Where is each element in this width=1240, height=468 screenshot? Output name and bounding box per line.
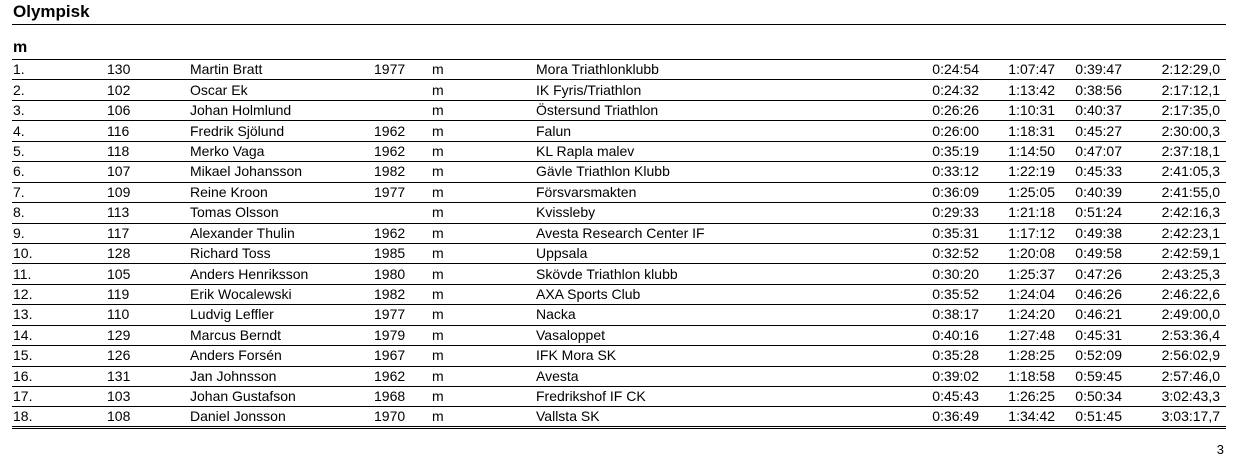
birth-year-cell: 1962: [374, 223, 432, 243]
gender-cell: m: [432, 100, 536, 120]
name-cell: Anders Forsén: [190, 346, 374, 366]
birth-year-cell: 1977: [374, 60, 432, 80]
table-row: [12, 60, 1226, 80]
split-1-cell: 0:36:49: [872, 407, 979, 428]
birth-year-cell: 1962: [374, 141, 432, 161]
place-cell: 6.: [12, 162, 107, 182]
birth-year-cell: 1982: [374, 284, 432, 304]
table-row: [12, 407, 1226, 428]
split-3-cell: 0:49:58: [1055, 243, 1122, 263]
bib-cell: 105: [107, 264, 190, 284]
split-2-cell: 1:26:25: [979, 387, 1055, 407]
birth-year-cell: 1977: [374, 305, 432, 325]
bib-cell: 117: [107, 223, 190, 243]
name-cell: Oscar Ek: [190, 80, 374, 100]
name-cell: Fredrik Sjölund: [190, 121, 374, 141]
total-time-cell: 2:42:59,1: [1122, 243, 1226, 263]
birth-year-cell: 1985: [374, 243, 432, 263]
total-time-cell: 2:46:22,6: [1122, 284, 1226, 304]
split-1-cell: 0:38:17: [872, 305, 979, 325]
total-time-cell: 2:57:46,0: [1122, 366, 1226, 386]
club-cell: AXA Sports Club: [536, 284, 872, 304]
place-cell: 4.: [12, 121, 107, 141]
split-2-cell: 1:18:31: [979, 121, 1055, 141]
gender-cell: m: [432, 387, 536, 407]
bib-cell: 108: [107, 407, 190, 428]
table-row: [12, 121, 1226, 141]
place-cell: 13.: [12, 305, 107, 325]
gender-cell: m: [432, 243, 536, 263]
club-cell: Vasaloppet: [536, 325, 872, 345]
name-cell: Jan Johnsson: [190, 366, 374, 386]
split-2-cell: 1:13:42: [979, 80, 1055, 100]
split-3-cell: 0:40:39: [1055, 182, 1122, 202]
split-2-cell: 1:34:42: [979, 407, 1055, 428]
place-cell: 12.: [12, 284, 107, 304]
bib-cell: 131: [107, 366, 190, 386]
bib-cell: 116: [107, 121, 190, 141]
bib-cell: 102: [107, 80, 190, 100]
club-cell: IK Fyris/Triathlon: [536, 80, 872, 100]
split-1-cell: 0:36:09: [872, 182, 979, 202]
total-time-cell: 2:17:12,1: [1122, 80, 1226, 100]
split-3-cell: 0:46:21: [1055, 305, 1122, 325]
total-time-cell: 3:03:17,7: [1122, 407, 1226, 428]
place-cell: 15.: [12, 346, 107, 366]
gender-cell: m: [432, 141, 536, 161]
split-1-cell: 0:24:32: [872, 80, 979, 100]
bib-cell: 126: [107, 346, 190, 366]
split-2-cell: 1:25:05: [979, 182, 1055, 202]
split-3-cell: 0:47:26: [1055, 264, 1122, 284]
club-cell: Östersund Triathlon: [536, 100, 872, 120]
table-row: [12, 346, 1226, 366]
table-row: [12, 223, 1226, 243]
table-row: [12, 366, 1226, 386]
club-cell: Avesta: [536, 366, 872, 386]
total-time-cell: 2:12:29,0: [1122, 60, 1226, 80]
gender-cell: m: [432, 346, 536, 366]
place-cell: 5.: [12, 141, 107, 161]
club-cell: Fredrikshof IF CK: [536, 387, 872, 407]
place-cell: 7.: [12, 182, 107, 202]
bib-cell: 118: [107, 141, 190, 161]
place-cell: 18.: [12, 407, 107, 428]
total-time-cell: 2:42:23,1: [1122, 223, 1226, 243]
total-time-cell: 2:43:25,3: [1122, 264, 1226, 284]
bib-cell: 113: [107, 203, 190, 223]
place-cell: 14.: [12, 325, 107, 345]
table-row: [12, 141, 1226, 161]
name-cell: Ludvig Leffler: [190, 305, 374, 325]
club-cell: KL Rapla malev: [536, 141, 872, 161]
name-cell: Johan Gustafson: [190, 387, 374, 407]
name-cell: Tomas Olsson: [190, 203, 374, 223]
split-2-cell: 1:14:50: [979, 141, 1055, 161]
bib-cell: 103: [107, 387, 190, 407]
split-3-cell: 0:39:47: [1055, 60, 1122, 80]
total-time-cell: 2:41:05,3: [1122, 162, 1226, 182]
name-cell: Martin Bratt: [190, 60, 374, 80]
split-1-cell: 0:26:26: [872, 100, 979, 120]
club-cell: Falun: [536, 121, 872, 141]
name-cell: Daniel Jonsson: [190, 407, 374, 428]
split-3-cell: 0:45:31: [1055, 325, 1122, 345]
birth-year-cell: 1977: [374, 182, 432, 202]
section-heading: m: [13, 39, 28, 56]
split-2-cell: 1:07:47: [979, 60, 1055, 80]
place-cell: 16.: [12, 366, 107, 386]
split-3-cell: 0:38:56: [1055, 80, 1122, 100]
gender-cell: m: [432, 223, 536, 243]
split-1-cell: 0:39:02: [872, 366, 979, 386]
club-cell: Avesta Research Center IF: [536, 223, 872, 243]
place-cell: 2.: [12, 80, 107, 100]
table-row: [12, 203, 1226, 223]
place-cell: 17.: [12, 387, 107, 407]
table-row: [12, 305, 1226, 325]
split-2-cell: 1:28:25: [979, 346, 1055, 366]
total-time-cell: 2:30:00,3: [1122, 121, 1226, 141]
gender-cell: m: [432, 305, 536, 325]
title-divider: [12, 24, 1226, 25]
gender-cell: m: [432, 80, 536, 100]
split-3-cell: 0:51:24: [1055, 203, 1122, 223]
birth-year-cell: 1970: [374, 407, 432, 428]
table-row: [12, 243, 1226, 263]
gender-cell: m: [432, 182, 536, 202]
split-1-cell: 0:45:43: [872, 387, 979, 407]
name-cell: Mikael Johansson: [190, 162, 374, 182]
split-2-cell: 1:27:48: [979, 325, 1055, 345]
place-cell: 11.: [12, 264, 107, 284]
total-time-cell: 3:02:43,3: [1122, 387, 1226, 407]
table-row: [12, 264, 1226, 284]
bib-cell: 106: [107, 100, 190, 120]
gender-cell: m: [432, 60, 536, 80]
split-3-cell: 0:59:45: [1055, 366, 1122, 386]
split-1-cell: 0:30:20: [872, 264, 979, 284]
results-body: [12, 60, 1226, 428]
gender-cell: m: [432, 162, 536, 182]
split-3-cell: 0:49:38: [1055, 223, 1122, 243]
split-3-cell: 0:47:07: [1055, 141, 1122, 161]
club-cell: Försvarsmakten: [536, 182, 872, 202]
bib-cell: 109: [107, 182, 190, 202]
split-3-cell: 0:52:09: [1055, 346, 1122, 366]
split-2-cell: 1:22:19: [979, 162, 1055, 182]
name-cell: Johan Holmlund: [190, 100, 374, 120]
place-cell: 3.: [12, 100, 107, 120]
birth-year-cell: 1979: [374, 325, 432, 345]
name-cell: Erik Wocalewski: [190, 284, 374, 304]
gender-cell: m: [432, 366, 536, 386]
total-time-cell: 2:42:16,3: [1122, 203, 1226, 223]
table-row: [12, 182, 1226, 202]
birth-year-cell: 1967: [374, 346, 432, 366]
split-2-cell: 1:17:12: [979, 223, 1055, 243]
split-1-cell: 0:35:19: [872, 141, 979, 161]
page-number: 3: [1216, 442, 1224, 457]
birth-year-cell: 1968: [374, 387, 432, 407]
split-1-cell: 0:26:00: [872, 121, 979, 141]
split-1-cell: 0:35:31: [872, 223, 979, 243]
bib-cell: 130: [107, 60, 190, 80]
place-cell: 8.: [12, 203, 107, 223]
gender-cell: m: [432, 284, 536, 304]
total-time-cell: 2:49:00,0: [1122, 305, 1226, 325]
birth-year-cell: 1962: [374, 366, 432, 386]
club-cell: Uppsala: [536, 243, 872, 263]
split-3-cell: 0:51:45: [1055, 407, 1122, 428]
gender-cell: m: [432, 264, 536, 284]
bib-cell: 129: [107, 325, 190, 345]
split-1-cell: 0:33:12: [872, 162, 979, 182]
table-row: [12, 284, 1226, 304]
birth-year-cell: 1982: [374, 162, 432, 182]
club-cell: Gävle Triathlon Klubb: [536, 162, 872, 182]
table-row: [12, 80, 1226, 100]
split-1-cell: 0:32:52: [872, 243, 979, 263]
split-2-cell: 1:18:58: [979, 366, 1055, 386]
split-2-cell: 1:21:18: [979, 203, 1055, 223]
birth-year-cell: [374, 100, 432, 120]
name-cell: Merko Vaga: [190, 141, 374, 161]
birth-year-cell: 1962: [374, 121, 432, 141]
split-3-cell: 0:45:27: [1055, 121, 1122, 141]
club-cell: Skövde Triathlon klubb: [536, 264, 872, 284]
split-2-cell: 1:10:31: [979, 100, 1055, 120]
table-row: [12, 100, 1226, 120]
total-time-cell: 2:41:55,0: [1122, 182, 1226, 202]
split-3-cell: 0:46:26: [1055, 284, 1122, 304]
table-row: [12, 325, 1226, 345]
bib-cell: 119: [107, 284, 190, 304]
club-cell: Vallsta SK: [536, 407, 872, 428]
total-time-cell: 2:56:02,9: [1122, 346, 1226, 366]
birth-year-cell: [374, 80, 432, 100]
results-table: [12, 59, 1226, 429]
split-1-cell: 0:35:28: [872, 346, 979, 366]
birth-year-cell: [374, 203, 432, 223]
page-title: Olympisk: [13, 2, 90, 21]
split-1-cell: 0:29:33: [872, 203, 979, 223]
place-cell: 10.: [12, 243, 107, 263]
split-1-cell: 0:35:52: [872, 284, 979, 304]
name-cell: Alexander Thulin: [190, 223, 374, 243]
gender-cell: m: [432, 203, 536, 223]
birth-year-cell: 1980: [374, 264, 432, 284]
split-2-cell: 1:24:04: [979, 284, 1055, 304]
bib-cell: 110: [107, 305, 190, 325]
split-3-cell: 0:50:34: [1055, 387, 1122, 407]
split-3-cell: 0:45:33: [1055, 162, 1122, 182]
split-3-cell: 0:40:37: [1055, 100, 1122, 120]
club-cell: IFK Mora SK: [536, 346, 872, 366]
gender-cell: m: [432, 325, 536, 345]
place-cell: 9.: [12, 223, 107, 243]
name-cell: Reine Kroon: [190, 182, 374, 202]
club-cell: Kvissleby: [536, 203, 872, 223]
club-cell: Nacka: [536, 305, 872, 325]
club-cell: Mora Triathlonklubb: [536, 60, 872, 80]
gender-cell: m: [432, 407, 536, 428]
split-2-cell: 1:25:37: [979, 264, 1055, 284]
bib-cell: 128: [107, 243, 190, 263]
bib-cell: 107: [107, 162, 190, 182]
split-2-cell: 1:20:08: [979, 243, 1055, 263]
split-1-cell: 0:40:16: [872, 325, 979, 345]
total-time-cell: 2:37:18,1: [1122, 141, 1226, 161]
gender-cell: m: [432, 121, 536, 141]
name-cell: Anders Henriksson: [190, 264, 374, 284]
table-row: [12, 387, 1226, 407]
split-1-cell: 0:24:54: [872, 60, 979, 80]
total-time-cell: 2:53:36,4: [1122, 325, 1226, 345]
table-row: [12, 162, 1226, 182]
name-cell: Richard Toss: [190, 243, 374, 263]
split-2-cell: 1:24:20: [979, 305, 1055, 325]
place-cell: 1.: [12, 60, 107, 80]
total-time-cell: 2:17:35,0: [1122, 100, 1226, 120]
name-cell: Marcus Berndt: [190, 325, 374, 345]
